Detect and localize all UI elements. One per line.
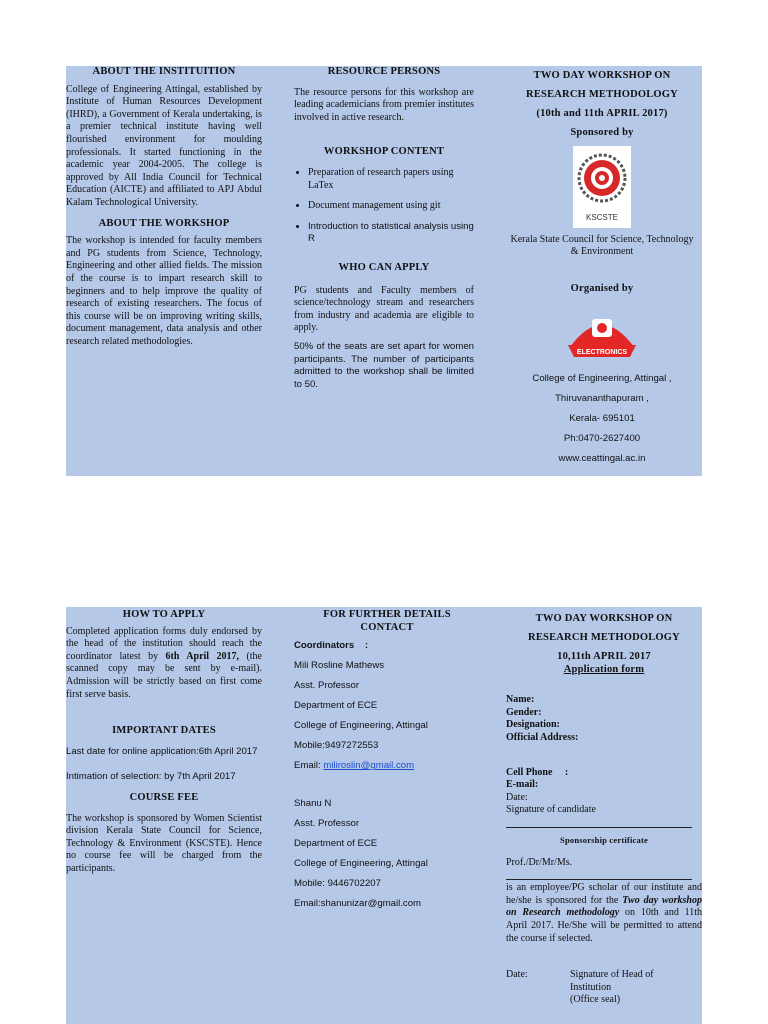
coordinator1-mobile: Mobile:9497272553 xyxy=(294,740,379,752)
college-logo-text: ELECTRONICS xyxy=(576,349,628,357)
how-to-apply-heading: HOW TO APPLY xyxy=(122,609,206,620)
column-institution xyxy=(66,66,262,348)
cover-title-line2: RESEARCH METHODOLOGY xyxy=(526,89,678,100)
about-workshop-heading: ABOUT THE WORKSHOP xyxy=(98,217,230,229)
address-college: College of Engineering, Attingal , xyxy=(532,373,672,385)
kscste-logo-icon xyxy=(573,146,631,228)
coordinator2-dept: Department of ECE xyxy=(294,838,378,850)
coordinator2-title: Asst. Professor xyxy=(294,818,360,830)
important-dates-heading: IMPORTANT DATES xyxy=(112,725,216,737)
kscste-logo-text: KSCSTE xyxy=(585,212,619,222)
coordinator2-mobile: Mobile: 9446702207 xyxy=(294,878,381,890)
signature-line xyxy=(506,827,692,828)
column-contact xyxy=(294,609,480,914)
who-can-apply-heading: WHO CAN APPLY xyxy=(338,261,430,273)
resource-persons-text: The resource persons for this workshop are leading academicians from premier institutes involved in active research. xyxy=(294,86,474,123)
form-title-line2: RESEARCH METHODOLOGY xyxy=(528,632,680,643)
contact-heading-line2: CONTACT xyxy=(360,621,414,633)
about-institution-text: College of Engineering Attingal, established by Institute of Human Resources Development (IHRD), a Government of Kerala undertaking, is a premier technical institute having well flourished environment for moulding professionals. It started functioning in the academic year 2004-2005. The college is approved by All India Council for Technical Education (AICTE) and affiliated to APJ Abdul Kalam Technological University. xyxy=(66,83,262,208)
sponsored-by-label: Sponsored by xyxy=(570,127,634,138)
cell-phone-field-label: Cell Phone : xyxy=(506,766,569,778)
brochure-inside-panel xyxy=(66,607,702,1024)
women-seats-text: 50% of the seats are set apart for women participants. The number of participants admitted to the workshop shall be limited to 50. xyxy=(294,340,474,390)
certificate-workshop-name: Two day workshop on Research methodology xyxy=(506,894,702,919)
cover-dates: (10th and 11th APRIL 2017) xyxy=(536,108,668,119)
office-seal-label: (Office seal) xyxy=(570,994,621,1006)
sponsor-name: Kerala State Council for Science, Technology & Environment xyxy=(510,233,694,258)
organised-by-label: Organised by xyxy=(570,282,634,294)
coordinator1-email-label: Email: xyxy=(294,760,324,772)
about-institution-heading: ABOUT THE INSTITUITION xyxy=(92,66,236,77)
college-logo-icon xyxy=(564,307,640,365)
date-field-label: Date: xyxy=(506,791,528,803)
column-application-form xyxy=(506,609,702,1009)
gender-field-label: Gender: xyxy=(506,706,542,718)
contact-heading-line1: FOR FURTHER DETAILS xyxy=(323,609,451,620)
coordinator1-email-link[interactable]: miliroslin@gmail.com xyxy=(323,760,415,772)
sponsorship-certificate-heading: Sponsorship certificate xyxy=(560,834,648,845)
workshop-content-list xyxy=(294,167,474,246)
column-cover xyxy=(502,66,702,469)
form-dates: 10,11th APRIL 2017 xyxy=(557,651,651,662)
who-can-apply-text: PG students and Faculty members of science/technology stream and researchers from industry and academia are eligible to apply. xyxy=(294,284,474,334)
phone-number: Ph:0470-2627400 xyxy=(563,433,641,445)
workshop-content-heading: WORKSHOP CONTENT xyxy=(323,146,445,158)
prof-label: Prof./Dr/Mr/Ms. xyxy=(506,856,573,868)
course-fee-heading: COURSE FEE xyxy=(129,791,199,803)
intimation-text: Intimation of selection: by 7th April 2017 xyxy=(66,771,236,783)
column-resources xyxy=(294,66,474,391)
certificate-text xyxy=(506,882,702,945)
address-pin: Kerala- 695101 xyxy=(569,413,635,425)
coordinator1-email-row xyxy=(294,756,480,776)
cover-title-line1: TWO DAY WORKSHOP ON xyxy=(533,70,671,81)
list-item: • Preparation of research papers using LaTex xyxy=(308,167,474,192)
name-field-label: Name: xyxy=(506,694,535,706)
brochure-outside-panel xyxy=(66,66,702,476)
candidate-signature-label: Signature of candidate xyxy=(506,804,596,816)
about-workshop-text: The workshop is intended for faculty members and PG students from Science, Technology, Engineering and other allied fields. The mission of the course is to impart research skill to beginners and to help improve the quality of research of existing researchers. The focus of this course will be on improving writing skills, document management, data analysis and other research related methodologies. xyxy=(66,235,262,347)
head-signature-block xyxy=(570,969,654,1007)
how-to-apply-text-b: (the scanned copy may be sent by e-mail). Admission will be strictly based on first come first serve basis. xyxy=(66,650,262,700)
last-date-text: Last date for online application:6th April 2017 xyxy=(66,745,258,757)
resource-persons-heading: RESOURCE PERSONS xyxy=(327,66,441,77)
certificate-text-a: is an employee/PG scholar of our institute and he/she is sponsored for the xyxy=(506,882,702,906)
coordinator1-name: Mili Rosline Mathews xyxy=(294,660,385,672)
name-line xyxy=(506,879,692,880)
application-form-title: Application form xyxy=(563,663,645,675)
form-title-line1: TWO DAY WORKSHOP ON xyxy=(535,613,673,624)
designation-field-label: Designation: xyxy=(506,719,560,731)
how-to-apply-text-a: Completed application forms duly endorsed by the head of the institution should reach the coordinator latest by xyxy=(66,625,262,662)
email-field-label: E-mail: xyxy=(506,779,539,791)
coordinator1-college: College of Engineering, Attingal xyxy=(294,720,428,732)
coordinator1-title: Asst. Professor xyxy=(294,680,360,692)
coordinator1-dept: Department of ECE xyxy=(294,700,378,712)
coordinator2-email: Email:shanunizar@gmail.com xyxy=(294,898,422,910)
head-signature-line1: Signature of Head of xyxy=(570,969,654,981)
address-city: Thiruvananthapuram , xyxy=(555,393,649,405)
coordinator2-name: Shanu N xyxy=(294,798,332,810)
column-how-to-apply xyxy=(66,609,262,876)
coordinators-label: Coordinators : xyxy=(294,640,369,652)
application-deadline: 6th April 2017, xyxy=(165,650,240,662)
how-to-apply-text xyxy=(66,626,262,702)
course-fee-text: The workshop is sponsored by Women Scientist division Kerala State Council for Science, Technology & Environment (KSCSTE). Hence no course fee will be charged from the participants. xyxy=(66,812,262,874)
footer-date-label: Date: xyxy=(506,969,528,981)
address-field-label: Official Address: xyxy=(506,731,579,743)
certificate-text-b: on 10th and 11th April 2017. He/She will be permitted to attend the course if selected. xyxy=(506,907,703,944)
list-item: • Document management using git xyxy=(308,200,474,213)
coordinators-block xyxy=(294,636,480,914)
coordinator2-college: College of Engineering, Attingal xyxy=(294,858,428,870)
certificate-footer xyxy=(506,969,702,1009)
list-item: • Introduction to statistical analysis using R xyxy=(308,221,474,246)
website-link[interactable]: www.ceattingal.ac.in xyxy=(558,453,646,465)
head-signature-line2: Institution xyxy=(570,981,612,993)
